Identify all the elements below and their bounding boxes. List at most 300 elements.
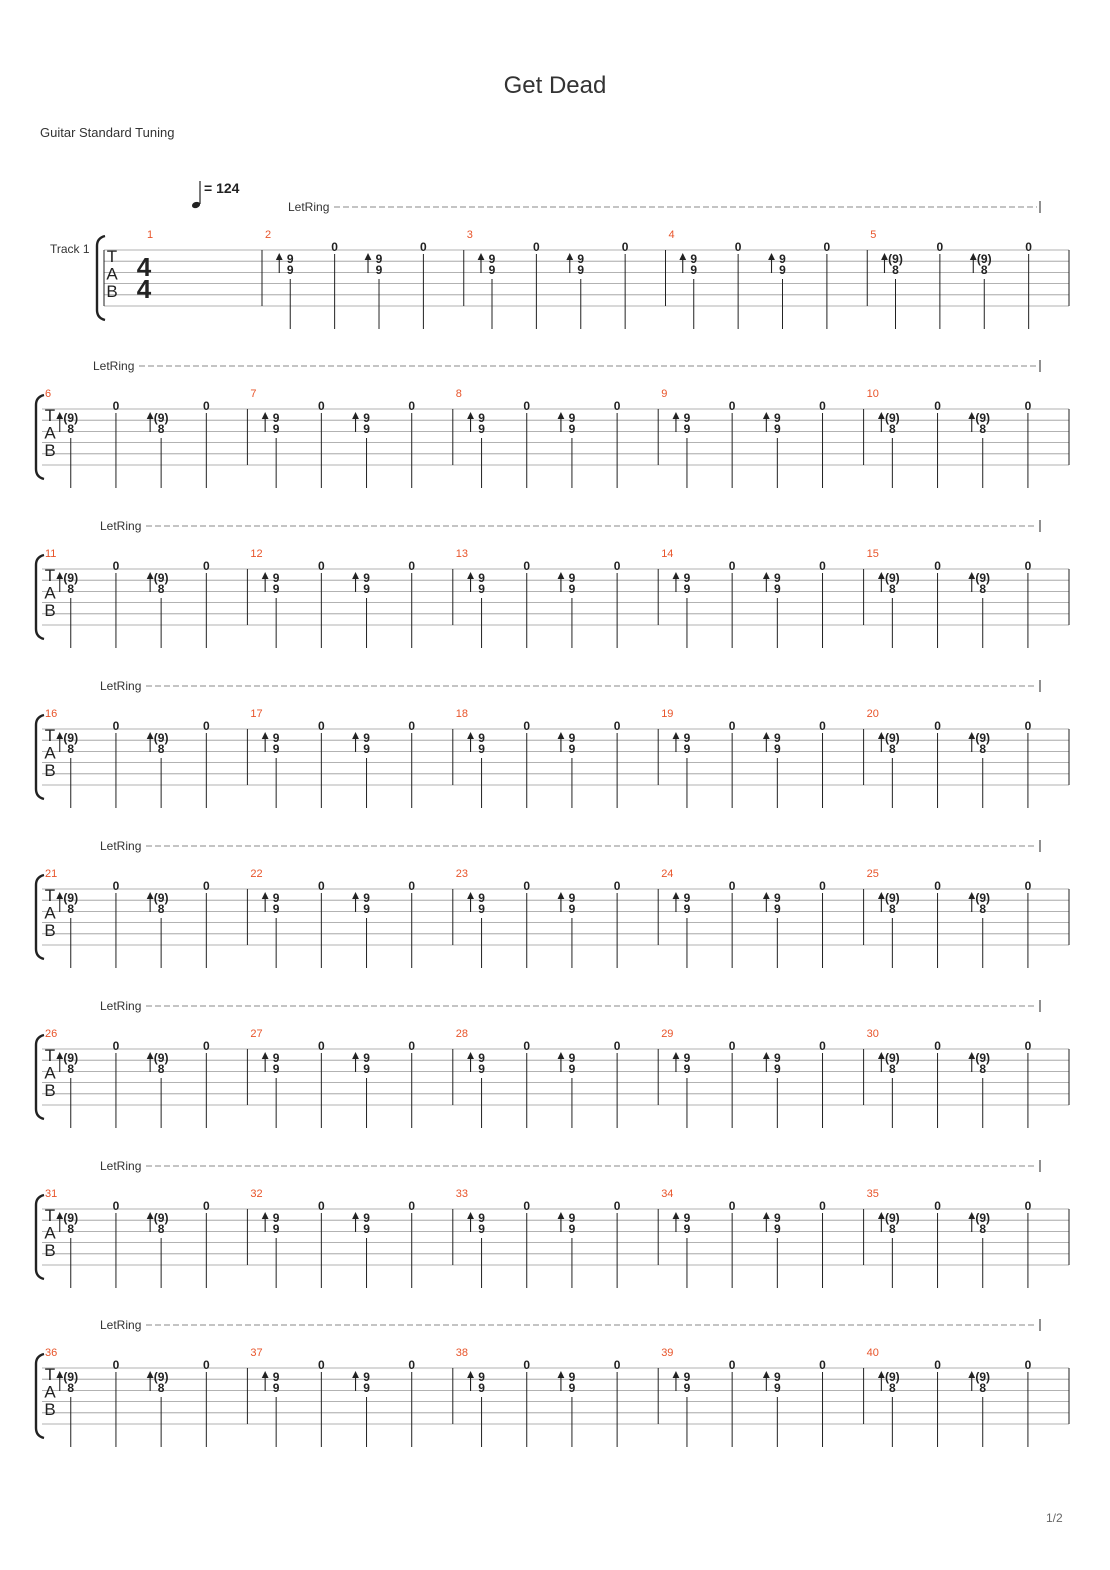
fret-number: 9 [272, 1222, 280, 1236]
measure-number: 1 [146, 229, 154, 241]
let-ring-label: LetRing [100, 999, 142, 1013]
beat [203, 1358, 210, 1447]
measure-number: 27 [250, 1028, 263, 1040]
beat [147, 731, 169, 808]
measure [250, 1188, 452, 1288]
upstroke-arrow-icon [763, 892, 770, 899]
beat [523, 559, 530, 648]
beat [768, 252, 786, 329]
fret-number: (9) [63, 891, 79, 905]
measure-number: 23 [455, 868, 469, 880]
tab-clef-letter: T [44, 406, 56, 425]
fret-number: 8 [67, 422, 75, 436]
fret-number: 9 [773, 902, 781, 916]
fret-number: 9 [568, 571, 576, 585]
measure [661, 1188, 863, 1288]
tab-clef-letter: T [44, 566, 56, 585]
system-bracket [36, 715, 44, 799]
measure [867, 548, 1069, 648]
system-bracket [36, 1195, 44, 1279]
fret-number: 9 [683, 1370, 691, 1384]
fret-number: 9 [683, 902, 691, 916]
measure-number: 15 [866, 548, 879, 560]
fret-number: (9) [976, 252, 992, 266]
fret-number-open: 0 [613, 1358, 621, 1372]
beat [934, 1039, 941, 1128]
fret-number: 9 [773, 411, 781, 425]
beat [523, 879, 530, 968]
upstroke-arrow-icon [262, 572, 269, 579]
upstroke-arrow-icon [262, 1052, 269, 1059]
beat [147, 571, 169, 648]
fret-number: 9 [478, 1381, 485, 1395]
upstroke-arrow-icon [558, 572, 565, 579]
fret-number: 9 [363, 582, 370, 596]
fret-number: 8 [157, 902, 165, 916]
upstroke-arrow-icon [968, 1212, 975, 1219]
upstroke-arrow-icon [147, 412, 154, 419]
upstroke-arrow-icon [467, 1052, 474, 1059]
beat [558, 411, 576, 488]
beat [566, 252, 584, 329]
fret-number: 9 [272, 1051, 280, 1065]
measure [45, 388, 247, 488]
fret-number: 8 [157, 422, 165, 436]
beat [262, 891, 280, 968]
measure-number: 4 [668, 229, 675, 241]
fret-number: 9 [478, 1211, 485, 1225]
fret-number: 9 [773, 1381, 781, 1395]
upstroke-arrow-icon [878, 572, 885, 579]
upstroke-arrow-icon [147, 1371, 154, 1378]
fret-number: (9) [975, 1370, 991, 1384]
fret-number: 8 [889, 1222, 896, 1236]
fret-number: 9 [773, 1222, 781, 1236]
fret-number-open: 0 [613, 1039, 621, 1053]
fret-number-open: 0 [1024, 719, 1032, 733]
fret-number-open: 0 [112, 1199, 120, 1213]
page-number: 1/2 [1046, 1511, 1063, 1525]
beat [819, 559, 826, 648]
fret-number: 9 [363, 742, 370, 756]
beat [763, 891, 781, 968]
upstroke-arrow-icon [968, 892, 975, 899]
let-ring-label: LetRing [100, 839, 142, 853]
tab-system [36, 1318, 1069, 1447]
fret-number-open: 0 [934, 399, 941, 413]
fret-number: (9) [153, 1051, 169, 1065]
fret-number: 8 [157, 582, 165, 596]
fret-number: 9 [683, 1051, 691, 1065]
beat [56, 571, 78, 648]
beat [763, 731, 781, 808]
fret-number-open: 0 [523, 399, 531, 413]
upstroke-arrow-icon [558, 1052, 565, 1059]
upstroke-arrow-icon [56, 732, 63, 739]
system-bracket [36, 1035, 44, 1119]
fret-number: 9 [272, 902, 280, 916]
upstroke-arrow-icon [56, 1371, 63, 1378]
time-signature-top: 4 [136, 252, 152, 282]
fret-number: (9) [885, 731, 900, 745]
fret-number-open: 0 [318, 719, 325, 733]
measure [867, 1347, 1069, 1447]
beat [878, 1211, 900, 1288]
beat [819, 1199, 826, 1288]
upstroke-arrow-icon [56, 412, 63, 419]
fret-number: 9 [286, 263, 294, 277]
upstroke-arrow-icon [768, 253, 775, 260]
fret-number-open: 0 [934, 1199, 941, 1213]
beat [203, 1199, 210, 1288]
fret-number: 9 [683, 891, 691, 905]
fret-number: 8 [979, 742, 987, 756]
beat [262, 1370, 280, 1447]
fret-number: 9 [272, 1370, 280, 1384]
beat [937, 240, 944, 329]
beat [934, 719, 941, 808]
fret-number-open: 0 [408, 1358, 416, 1372]
beat [673, 1051, 691, 1128]
fret-number: 9 [478, 422, 485, 436]
measure [45, 868, 247, 968]
beat [203, 879, 210, 968]
fret-number: 9 [773, 1211, 781, 1225]
beat [467, 1370, 485, 1447]
beat [614, 399, 621, 488]
measure [456, 708, 658, 808]
fret-number: 9 [363, 1381, 370, 1395]
beat [467, 571, 485, 648]
tab-clef-letter: B [44, 761, 56, 780]
fret-number: (9) [888, 252, 903, 266]
upstroke-arrow-icon [878, 1052, 885, 1059]
measure [45, 1188, 247, 1288]
fret-number: 9 [363, 571, 370, 585]
fret-number-open: 0 [728, 1039, 736, 1053]
measure-number: 34 [661, 1188, 674, 1200]
upstroke-arrow-icon [558, 892, 565, 899]
fret-number: 9 [577, 263, 585, 277]
fret-number: 9 [773, 571, 781, 585]
beat [203, 1039, 210, 1128]
fret-number-open: 0 [728, 399, 736, 413]
fret-number: 9 [683, 571, 691, 585]
beat [113, 399, 120, 488]
fret-number: (9) [975, 1051, 991, 1065]
upstroke-arrow-icon [673, 572, 680, 579]
fret-number: 9 [272, 1062, 280, 1076]
beat [352, 1370, 370, 1447]
fret-number: (9) [975, 1211, 991, 1225]
fret-number-open: 0 [819, 1199, 826, 1213]
tab-clef-letter: T [106, 247, 118, 266]
fret-number: 9 [478, 411, 485, 425]
fret-number: 9 [773, 891, 781, 905]
fret-number: 8 [889, 902, 896, 916]
beat [729, 399, 736, 488]
fret-number: 9 [488, 252, 496, 266]
fret-number-open: 0 [523, 1358, 531, 1372]
upstroke-arrow-icon [558, 412, 565, 419]
beat [968, 571, 990, 648]
fret-number: 9 [683, 422, 691, 436]
upstroke-arrow-icon [478, 253, 485, 260]
fret-number-open: 0 [934, 559, 941, 573]
tab-clef-letter: A [44, 743, 56, 763]
fret-number: 9 [568, 582, 576, 596]
beat [1025, 559, 1032, 648]
upstroke-arrow-icon [56, 572, 63, 579]
fret-number-open: 0 [934, 1039, 941, 1053]
fret-number-open: 0 [728, 1358, 736, 1372]
beat [878, 731, 900, 808]
fret-number: 9 [272, 1381, 280, 1395]
fret-number-open: 0 [1024, 1358, 1032, 1372]
measure-number: 40 [866, 1347, 879, 1359]
measure-number: 32 [250, 1188, 263, 1200]
tab-clef-letter: T [44, 1206, 56, 1225]
fret-number: (9) [153, 571, 169, 585]
fret-number: 9 [568, 1062, 576, 1076]
measure-number: 26 [45, 1028, 58, 1040]
fret-number: 9 [363, 1211, 370, 1225]
upstroke-arrow-icon [262, 1212, 269, 1219]
measure [456, 868, 658, 968]
measure [456, 1347, 658, 1447]
fret-number: 9 [272, 891, 280, 905]
beat [968, 1370, 990, 1447]
beat [968, 1051, 990, 1128]
fret-number-open: 0 [202, 1358, 210, 1372]
fret-number: 8 [979, 582, 987, 596]
fret-number-open: 0 [728, 1199, 736, 1213]
upstroke-arrow-icon [467, 892, 474, 899]
fret-number-open: 0 [420, 240, 427, 254]
beat [56, 1370, 78, 1447]
beat [819, 399, 826, 488]
fret-number: (9) [153, 1370, 169, 1384]
fret-number-open: 0 [408, 719, 416, 733]
beat [113, 1358, 120, 1447]
fret-number-open: 0 [934, 1358, 941, 1372]
beat [968, 731, 990, 808]
beat [365, 252, 383, 329]
fret-number: 9 [779, 252, 786, 266]
measure-number: 38 [455, 1347, 469, 1359]
fret-number-open: 0 [523, 719, 531, 733]
beat [56, 1211, 78, 1288]
fret-number: 9 [363, 1062, 370, 1076]
tab-system [36, 519, 1069, 648]
fret-number: (9) [885, 571, 900, 585]
fret-number-open: 0 [819, 399, 826, 413]
fret-number-open: 0 [408, 1039, 416, 1053]
measure-number: 28 [455, 1028, 469, 1040]
fret-number: (9) [885, 1370, 900, 1384]
upstroke-arrow-icon [968, 572, 975, 579]
measure-number: 24 [661, 868, 674, 880]
upstroke-arrow-icon [878, 732, 885, 739]
beat [819, 1358, 826, 1447]
beat [147, 411, 169, 488]
fret-number-open: 0 [408, 1199, 416, 1213]
fret-number: 9 [272, 411, 280, 425]
beat [934, 399, 941, 488]
fret-number-open: 0 [523, 1199, 531, 1213]
fret-number-open: 0 [621, 240, 629, 254]
upstroke-arrow-icon [352, 572, 359, 579]
upstroke-arrow-icon [352, 1212, 359, 1219]
upstroke-arrow-icon [673, 1052, 680, 1059]
beat [318, 1358, 325, 1447]
beat [318, 879, 325, 968]
beat [614, 879, 621, 968]
beat [763, 571, 781, 648]
fret-number: (9) [63, 1051, 79, 1065]
fret-number: 8 [67, 1381, 75, 1395]
tab-system [36, 999, 1069, 1128]
fret-number-open: 0 [819, 559, 826, 573]
fret-number: (9) [885, 411, 900, 425]
tab-system [97, 200, 1069, 329]
fret-number-open: 0 [202, 879, 210, 893]
fret-number-open: 0 [523, 1039, 531, 1053]
measure [669, 229, 868, 329]
measure-number: 39 [661, 1347, 674, 1359]
tab-clef-letter: A [44, 1063, 56, 1083]
fret-number-open: 0 [613, 399, 621, 413]
fret-number: 9 [683, 1211, 691, 1225]
track-name: Track 1 [50, 242, 90, 256]
fret-number: 8 [979, 1381, 987, 1395]
upstroke-arrow-icon [763, 1212, 770, 1219]
upstroke-arrow-icon [968, 1052, 975, 1059]
fret-number-open: 0 [202, 719, 210, 733]
fret-number: 8 [889, 422, 896, 436]
fret-number: 9 [773, 1370, 781, 1384]
measure-number: 37 [250, 1347, 263, 1359]
fret-number: 9 [286, 252, 294, 266]
measure-number: 8 [455, 388, 462, 400]
measure [661, 1028, 863, 1128]
fret-number-open: 0 [112, 399, 120, 413]
beat [735, 240, 742, 329]
tab-clef-letter: B [44, 1400, 56, 1419]
fret-number: (9) [885, 891, 900, 905]
beat [352, 411, 370, 488]
beat [878, 891, 900, 968]
fret-number: 9 [478, 742, 485, 756]
fret-number: 9 [577, 252, 585, 266]
fret-number-open: 0 [734, 240, 742, 254]
fret-number: 9 [568, 731, 576, 745]
fret-number-open: 0 [613, 879, 621, 893]
fret-number-open: 0 [523, 879, 531, 893]
fret-number: (9) [153, 891, 169, 905]
fret-number: (9) [153, 731, 169, 745]
upstroke-arrow-icon [763, 732, 770, 739]
fret-number: 9 [363, 411, 370, 425]
measure [661, 1347, 863, 1447]
beat [352, 1051, 370, 1128]
beat [673, 731, 691, 808]
fret-number: 9 [375, 252, 383, 266]
measure [867, 388, 1069, 488]
tempo-marking [191, 180, 240, 209]
fret-number: 8 [889, 742, 896, 756]
let-ring-label: LetRing [93, 359, 135, 373]
beat [819, 719, 826, 808]
fret-number: 9 [683, 742, 691, 756]
fret-number-open: 0 [823, 240, 831, 254]
fret-number: 9 [478, 571, 485, 585]
fret-number: (9) [63, 571, 79, 585]
fret-number: 9 [568, 1222, 576, 1236]
tab-clef-letter: T [44, 726, 56, 745]
measure-number: 7 [250, 388, 257, 400]
fret-number: 9 [363, 422, 370, 436]
upstroke-arrow-icon [970, 253, 977, 260]
beat [352, 891, 370, 968]
tab-clef-letter: B [106, 282, 118, 301]
fret-number-open: 0 [318, 1358, 325, 1372]
upstroke-arrow-icon [147, 1052, 154, 1059]
beat [934, 559, 941, 648]
fret-number: 8 [979, 1062, 987, 1076]
let-ring-label: LetRing [288, 200, 330, 214]
measure [250, 548, 452, 648]
measure [456, 1028, 658, 1128]
system-bracket [36, 875, 44, 959]
fret-number-open: 0 [1024, 1199, 1032, 1213]
upstroke-arrow-icon [878, 892, 885, 899]
fret-number-open: 0 [318, 559, 325, 573]
measure [250, 1347, 452, 1447]
beat [523, 1199, 530, 1288]
fret-number: (9) [975, 731, 991, 745]
fret-number: 9 [683, 582, 691, 596]
tab-clef-letter: B [44, 921, 56, 940]
measure-number: 17 [250, 708, 263, 720]
beat [878, 411, 900, 488]
upstroke-arrow-icon [968, 1371, 975, 1378]
beat [56, 891, 78, 968]
upstroke-arrow-icon [673, 1371, 680, 1378]
beat [56, 411, 78, 488]
beat [408, 559, 415, 648]
fret-number-open: 0 [613, 559, 621, 573]
beat [318, 719, 325, 808]
measure-number: 21 [45, 868, 58, 880]
upstroke-arrow-icon [673, 412, 680, 419]
upstroke-arrow-icon [467, 412, 474, 419]
beat [878, 1370, 900, 1447]
beat [262, 731, 280, 808]
upstroke-arrow-icon [878, 1212, 885, 1219]
fret-number-open: 0 [408, 399, 416, 413]
beat [614, 559, 621, 648]
beat [113, 1199, 120, 1288]
fret-number: 9 [272, 742, 280, 756]
tempo-value: = 124 [204, 180, 240, 196]
upstroke-arrow-icon [467, 1212, 474, 1219]
beat [824, 240, 831, 329]
beat [352, 731, 370, 808]
beat [763, 411, 781, 488]
upstroke-arrow-icon [566, 253, 573, 260]
fret-number: (9) [63, 411, 79, 425]
